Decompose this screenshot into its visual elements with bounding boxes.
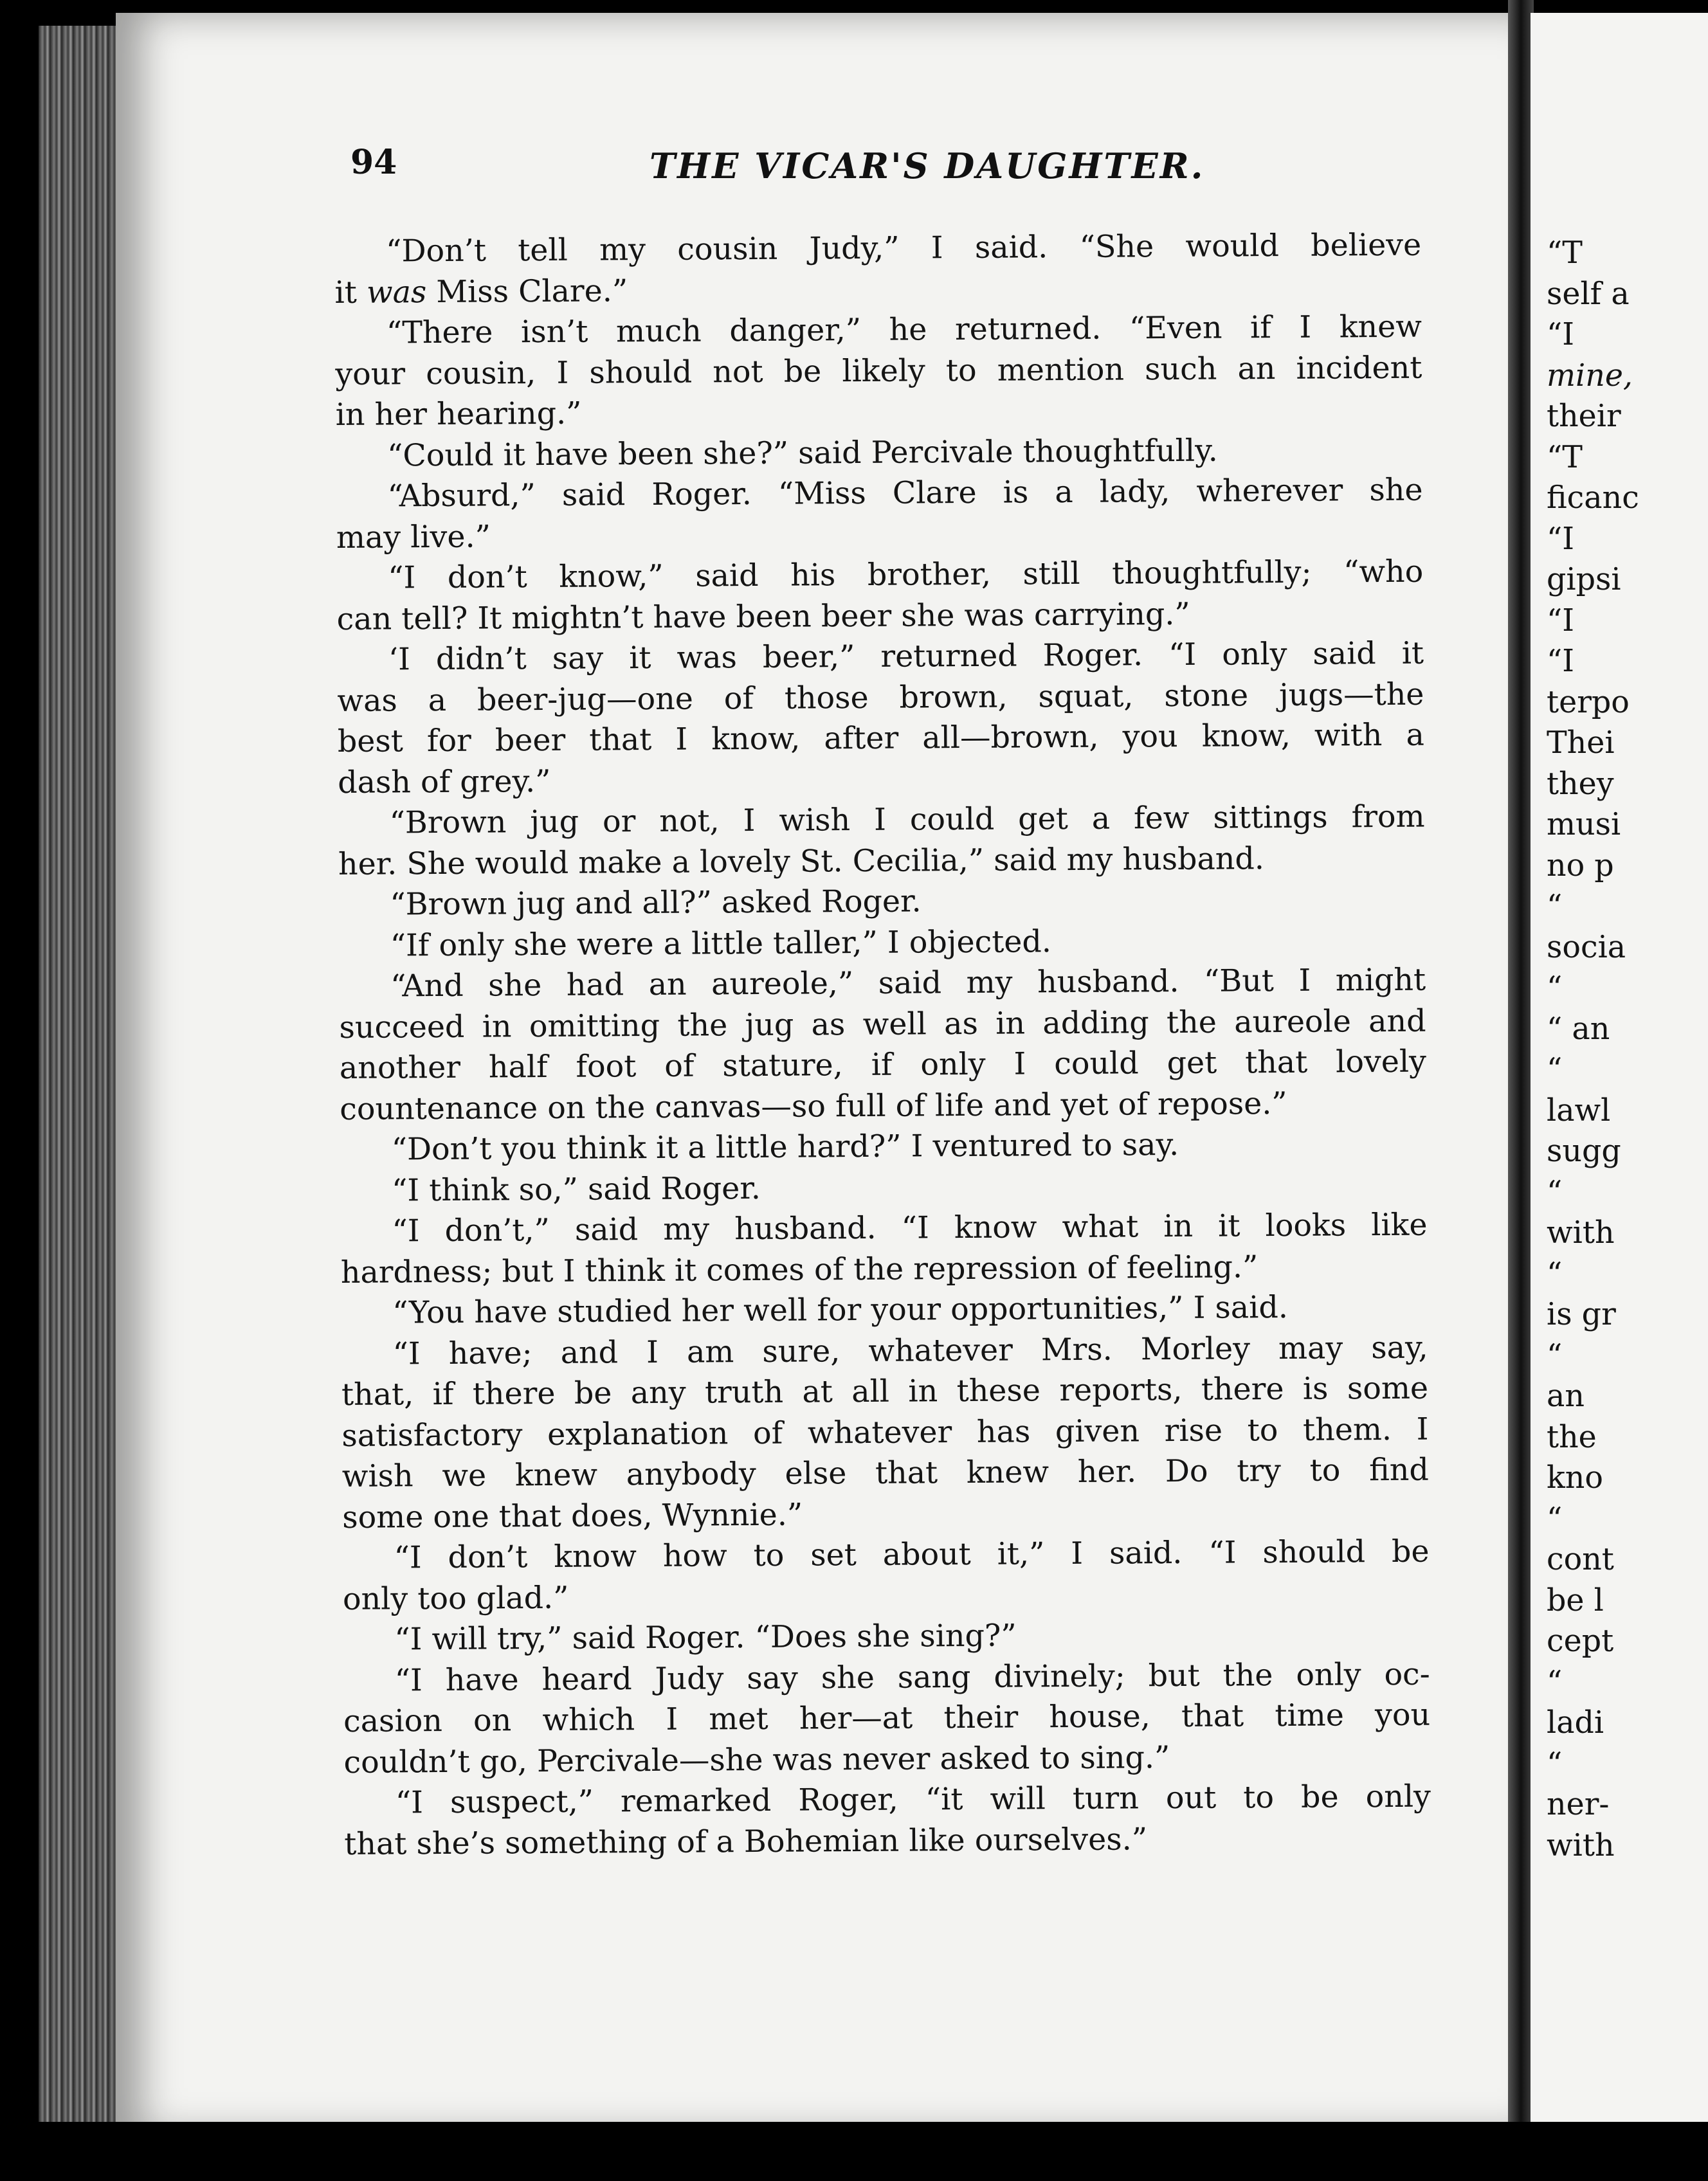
running-title bbox=[650, 145, 1708, 186]
right-page-line: socia bbox=[1547, 929, 1626, 965]
body-line: “Brown jug and all?” asked Roger. bbox=[390, 883, 922, 923]
right-page-line: “ bbox=[1547, 1501, 1563, 1537]
body-line: “I suspect,” remarked Roger, “it will turn out to be only bbox=[395, 1778, 1431, 1821]
right-page-line: cont bbox=[1547, 1542, 1614, 1577]
body-line: your cousin, I should not be likely to mention such an incident bbox=[335, 350, 1422, 392]
right-page-line: self a bbox=[1547, 276, 1630, 312]
body-line: “I will try,” said Roger. “Does she sing?” bbox=[394, 1618, 1017, 1658]
body-line: ‘I didn’t say it was beer,” returned Roger. “I only said it bbox=[388, 635, 1424, 678]
body-line: it was Miss Clare.” bbox=[334, 273, 628, 311]
body-line: countenance on the canvas—so full of life and yet of repose.” bbox=[340, 1085, 1287, 1127]
right-page-line: sugg bbox=[1547, 1134, 1621, 1169]
body-line: “I have heard Judy say she sang divinely; but the only oc- bbox=[394, 1656, 1430, 1698]
right-page-line: mine, bbox=[1547, 357, 1633, 394]
body-line: “I don’t,” said my husband. “I know what in it looks like bbox=[392, 1207, 1428, 1249]
body-line: “If only she were a little taller,” I objected. bbox=[390, 923, 1052, 963]
page-body-text bbox=[334, 225, 1431, 1865]
body-line: “I don’t know,” said his brother, still thoughtfully; “who bbox=[388, 554, 1424, 596]
right-page-line: be l bbox=[1547, 1582, 1604, 1618]
italic-word: was bbox=[366, 274, 427, 311]
right-page-line: “ bbox=[1547, 1052, 1563, 1087]
body-line: can tell? It mightn’t have been beer she was carrying.” bbox=[336, 596, 1190, 637]
body-line: succeed in omitting the jug as well as in adding the aureole and bbox=[339, 1003, 1426, 1045]
right-page-line: their bbox=[1547, 399, 1621, 434]
right-page-line: “ bbox=[1547, 1174, 1563, 1210]
right-page-line: ladi bbox=[1547, 1705, 1604, 1741]
body-line: “You have studied her well for your opportunities,” I said. bbox=[392, 1289, 1289, 1331]
body-line: “I have; and I am sure, whatever Mrs. Morley may say, bbox=[392, 1330, 1428, 1371]
right-page-line: “I bbox=[1547, 317, 1575, 352]
right-page-line: ner- bbox=[1547, 1787, 1610, 1822]
right-page-line: is gr bbox=[1547, 1297, 1616, 1332]
body-line: “I don’t know how to set about it,” I said. “I should be bbox=[394, 1534, 1430, 1576]
body-line: “Absurd,” said Roger. “Miss Clare is a lady, wherever she bbox=[387, 472, 1423, 514]
right-page-line: “I bbox=[1547, 602, 1575, 638]
right-page-line: “ bbox=[1547, 1664, 1563, 1700]
right-page-line: the bbox=[1547, 1419, 1597, 1455]
body-line: “I think so,” said Roger. bbox=[391, 1170, 761, 1208]
right-page-line: ficanc bbox=[1547, 480, 1639, 516]
right-page-line: “ bbox=[1547, 970, 1563, 1006]
body-line: “There isn’t much danger,” he returned. “Even if I knew bbox=[386, 309, 1422, 351]
right-page-line: “ bbox=[1547, 1337, 1563, 1373]
body-line: was a beer-jug—one of those brown, squat, stone jugs—the bbox=[337, 676, 1424, 719]
body-line: may live.” bbox=[336, 519, 491, 556]
right-page-line: with bbox=[1547, 1215, 1615, 1251]
right-page-line: cept bbox=[1547, 1624, 1614, 1659]
body-line: best for beer that I know, after all—brown, you know, with a bbox=[337, 717, 1424, 759]
body-line: couldn’t go, Percivale—she was never asked to sing.” bbox=[343, 1739, 1170, 1780]
right-page-line: “T bbox=[1547, 235, 1583, 271]
right-page-line: “ bbox=[1547, 1256, 1563, 1292]
body-line: that, if there be any truth at all in these reports, there is some bbox=[341, 1370, 1429, 1413]
body-line: “Don’t you think it a little hard?” I ventured to say. bbox=[391, 1127, 1179, 1168]
body-line: “Brown jug or not, I wish I could get a few sittings from bbox=[389, 799, 1425, 841]
body-line: “Don’t tell my cousin Judy,” I said. “She would believe bbox=[386, 227, 1422, 269]
body-line: “Could it have been she?” said Percivale thoughtfully. bbox=[386, 433, 1218, 474]
right-page-line: Thei bbox=[1547, 725, 1615, 761]
right-page-line: “ bbox=[1547, 889, 1563, 924]
body-line: in her hearing.” bbox=[335, 395, 582, 433]
right-page-line: “T bbox=[1547, 439, 1583, 475]
right-page-line: “ an bbox=[1547, 1011, 1610, 1047]
right-page-line: an bbox=[1547, 1379, 1585, 1414]
right-page-line: kno bbox=[1547, 1460, 1603, 1496]
right-page-line: gipsi bbox=[1547, 562, 1621, 597]
right-page-line: no p bbox=[1547, 847, 1614, 883]
body-line: her. She would make a lovely St. Cecilia,” said my husband. bbox=[338, 840, 1265, 882]
body-line: satisfactory explanation of whatever has given rise to them. I bbox=[341, 1411, 1429, 1454]
page-number: 94 bbox=[350, 143, 397, 182]
running-title-text: THE VICAR'S DAUGHTER. bbox=[650, 145, 1205, 186]
right-page-text-fragment bbox=[1547, 233, 1708, 1866]
right-page-line: they bbox=[1547, 766, 1614, 802]
book-gutter bbox=[1508, 0, 1534, 2181]
right-page-line: musi bbox=[1547, 807, 1621, 842]
right-page-line: with bbox=[1547, 1827, 1615, 1863]
body-line: casion on which I met her—at their house, that time you bbox=[343, 1697, 1431, 1739]
body-line: wish we knew anybody else that knew her. Do try to find bbox=[341, 1452, 1429, 1494]
scan-bottom-border bbox=[0, 2122, 1708, 2181]
body-line: some one that does, Wynnie.” bbox=[342, 1497, 803, 1535]
right-page-line: lawl bbox=[1547, 1092, 1611, 1128]
body-line: only too glad.” bbox=[342, 1580, 569, 1617]
right-page-line: terpo bbox=[1547, 684, 1630, 720]
right-page-line: “I bbox=[1547, 521, 1575, 557]
body-line: that she’s something of a Bohemian like ourselves.” bbox=[344, 1821, 1148, 1862]
body-line: dash of grey.” bbox=[338, 763, 551, 801]
body-line: “And she had an aureole,” said my husband. “But I might bbox=[390, 962, 1426, 1004]
body-line: hardness; but I think it comes of the repression of feeling.” bbox=[340, 1249, 1258, 1290]
right-page-line: “ bbox=[1547, 1746, 1563, 1782]
body-line: another half foot of stature, if only I could get that lovely bbox=[339, 1044, 1427, 1086]
right-page-line: “I bbox=[1547, 644, 1575, 679]
